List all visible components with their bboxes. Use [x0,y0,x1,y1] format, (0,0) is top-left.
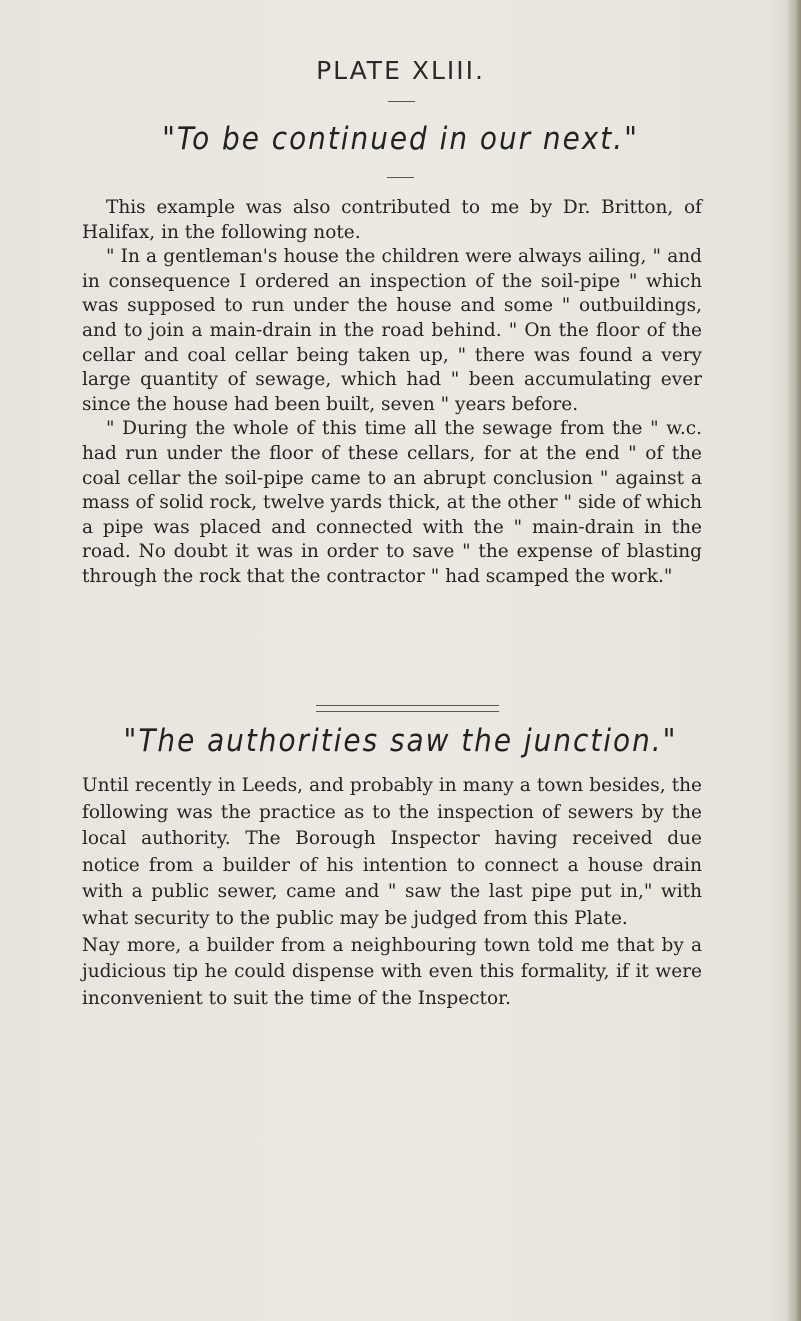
plate-label: PLATE XLIII. [316,56,485,85]
section1-paragraph-3: " During the whole of this time all the sewage from the " w.c. had run under the floor of these cellars, for at the end " of the coal cellar the soil-pipe came to an abrupt conclusion " against a mass of solid rock, twelve yards thick, at the other " side of which a pipe was placed and connected with the " main-drain in the road. No doubt it was in order to save " the expense of blasting through the rock that the contractor " had scamped the work." [82,418,702,587]
section2-paragraph-1: Until recently in Leeds, and probably in many a town besides, the following was the practice as to the inspection of sewers by the local authority. The Borough Inspector having received due notice from a builder of his intention to connect a house drain with a public sewer, came and " saw the last pipe put in," with what security to the public may be judged from this Plate. [82,775,702,929]
section1-paragraph-1: This example was also contributed to me by Dr. Britton, of Halifax, in the following note. [82,197,702,243]
divider-short-2 [387,177,414,178]
page-edge-shadow [787,0,801,1321]
section2-body [82,773,702,1012]
divider-short [388,101,415,102]
section1-paragraph-2: " In a gentleman's house the children were always ailing, " and in consequence I ordered an inspection of the soil-pipe " which was supposed to run under the house and some " outbuildings, and to join a main-drain in the road behind. " On the floor of the cellar and coal cellar being taken up, " there was found a very large quantity of sewage, which had " been accumulating ever since the house had been built, seven " years before. [82,246,702,415]
section2-paragraph-2: Nay more, a builder from a neighbouring town told me that by a judicious tip he could dispense with even this formality, if it were inconvenient to suit the time of the Inspector. [82,934,702,1009]
section1-heading: "To be continued in our next." [162,121,639,157]
section1-body [82,196,702,590]
section2-heading: "The authorities saw the junction." [123,723,678,759]
section-divider [316,705,499,712]
